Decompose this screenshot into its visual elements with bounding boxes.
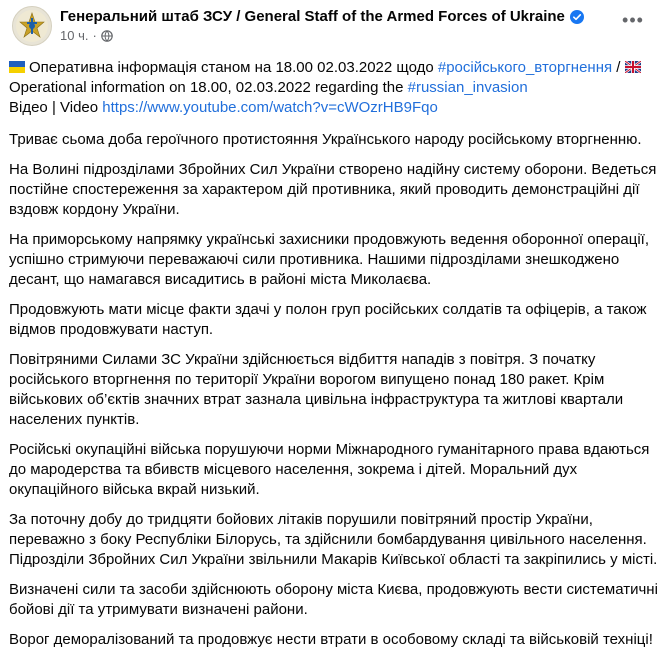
- paragraph-1: Триває сьома доба героїчного протистояння Українського народу російському вторгненню.: [9, 131, 642, 148]
- more-horizontal-icon: •••: [622, 9, 644, 30]
- page-avatar[interactable]: [12, 6, 52, 46]
- verified-badge-icon: [570, 10, 584, 24]
- paragraph-5: Повітряними Силами ЗС України здійснюється відбиття нападів з повітря. З початку російського вторгнення по території України ворогом випущено понад 180 ракет. Крім військових об’єктів значних втрат зазнала цивільна інфраструктура та житлові квартали населених пунктів.: [9, 351, 624, 428]
- paragraph-3: На приморському напрямку українські захисники продовжують ведення оборонної операції, успішно стримуючи переважаючі сили противника. Нашими підрозділами знешкоджено десант, що намагався висадитись в районі міста Миколаєва.: [9, 231, 649, 288]
- paragraph-6: Російські окупаційні війська порушуючи норми Міжнародного гуманітарного права вдаються до мародерства та вбивств місцевого населення, зокрема і дітей. Моральний дух окупаційного війська вкрай низький.: [9, 441, 650, 498]
- intro-ua-text: Оперативна інформація станом на 18.00 02.03.2022 щодо: [29, 59, 438, 76]
- intro-en-text: Operational information on 18.00, 02.03.2022 regarding the: [9, 79, 408, 96]
- video-label: Відео | Video: [9, 99, 103, 116]
- paragraph-9: Ворог деморалізований та продовжує нести втрати в особовому складі та військовій техніці!: [9, 631, 653, 648]
- youtube-video-link[interactable]: https://www.youtube.com/watch?v=cWOzrHB9Fqo: [102, 99, 438, 116]
- armed-forces-emblem-icon: [15, 9, 49, 43]
- paragraph-7: За поточну добу до тридцяти бойових літаків порушили повітряний простір України, переважно з боку Республіки Білорусь, та здійснили бомбардування цивільного населення. Підрозділи Збройних Сил України звільнили Макарів Київської області та закріпились у місті.: [9, 511, 658, 568]
- post-header: [12, 6, 584, 46]
- hashtag-russian-invasion-ua[interactable]: #російського_вторгнення: [437, 59, 613, 76]
- uk-flag-icon: [625, 59, 641, 71]
- hashtag-russian-invasion-en[interactable]: #russian_invasion: [407, 79, 528, 96]
- globe-icon[interactable]: [101, 30, 113, 42]
- ukraine-flag-icon: [9, 59, 25, 71]
- page-name-link[interactable]: Генеральний штаб ЗСУ / General Staff of the Armed Forces of Ukraine: [60, 8, 565, 25]
- more-options-button[interactable]: [619, 10, 647, 30]
- paragraph-4: Продовжують мати місце факти здачі у полон груп російських солдатів та офіцерів, а також відмов продовжувати наступ.: [9, 301, 647, 338]
- post-body: [9, 58, 659, 660]
- paragraph-8: Визначені сили та засоби здійснюють оборону міста Києва, продовжують вести систематичні бойові дії та утримувати визначені райони.: [9, 581, 658, 618]
- post-timestamp[interactable]: 10 ч.: [60, 28, 89, 43]
- post-intro: [9, 58, 659, 118]
- paragraph-2: На Волині підрозділами Збройних Сил України створено надійну систему оборони. Ведеться постійне спостереження за характером дій противника, який проводить демонстраційні дії вздовж кордону України.: [9, 161, 657, 218]
- meta-separator: ·: [92, 28, 97, 43]
- intro-separator: /: [612, 59, 625, 76]
